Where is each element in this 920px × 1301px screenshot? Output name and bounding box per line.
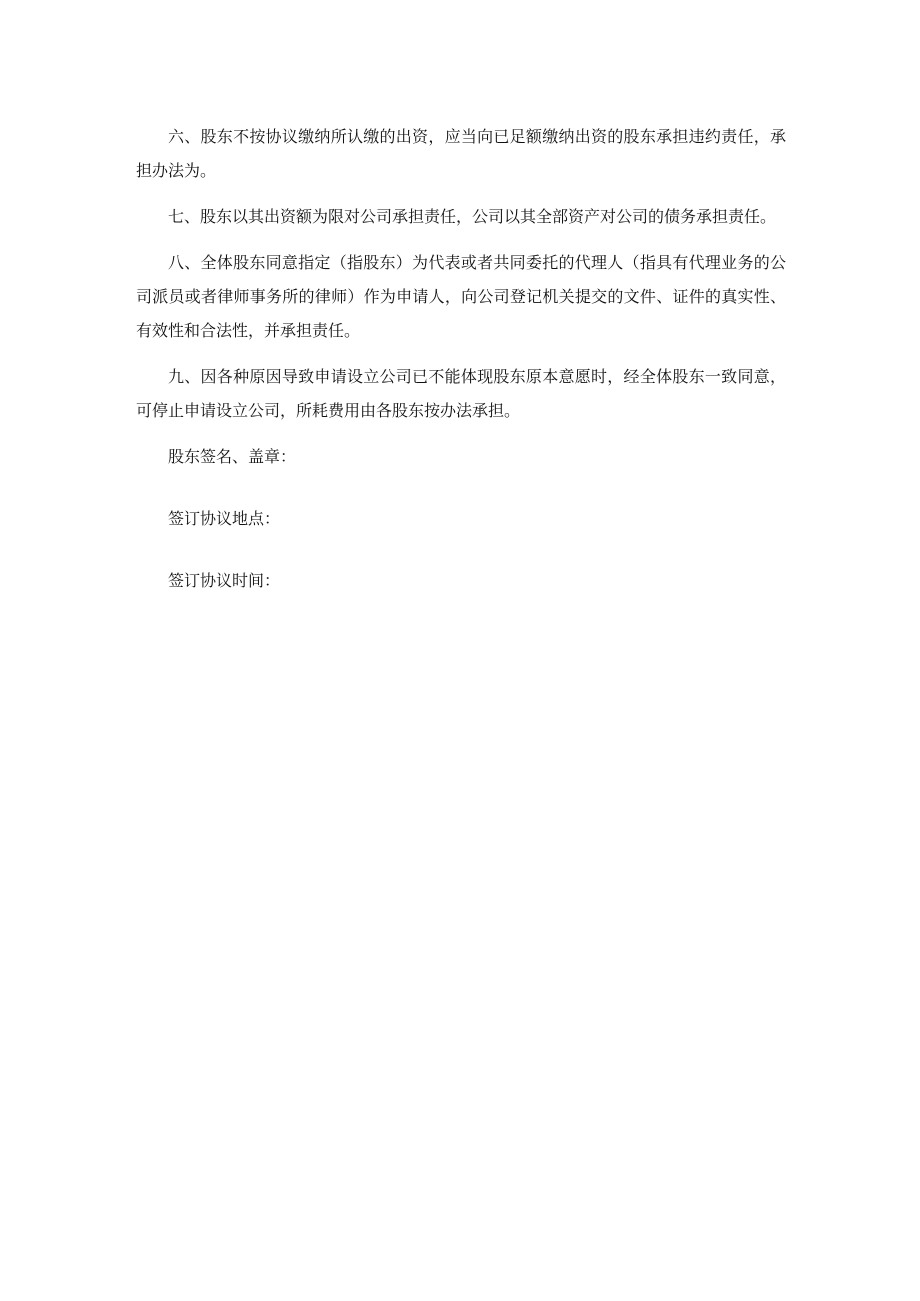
clause-six: 六、股东不按协议缴纳所认缴的出资，应当向已足额缴纳出资的股东承担违约责任，承担办法为。: [136, 127, 786, 180]
signing-place-label: 签订协议地点：: [168, 509, 281, 528]
signer-label: 股东签名、盖章：: [168, 447, 297, 466]
clause-seven: 七、股东以其出资额为限对公司承担责任，公司以其全部资产对公司的债务承担责任。: [168, 207, 777, 226]
document-body: [136, 120, 786, 626]
clause-nine: 九、因各种原因导致申请设立公司已不能体现股东原本意愿时，经全体股东一致同意，可停止申请设立公司，所耗费用由各股东按办法承担。: [136, 367, 786, 420]
signature-block: [136, 440, 786, 598]
clause-eight: 八、全体股东同意指定（指股东）为代表或者共同委托的代理人（指具有代理业务的公司派员或者律师事务所的律师）作为申请人，向公司登记机关提交的文件、证件的真实性、有效性和合法性，并承担责任。: [136, 253, 786, 340]
signing-time-label: 签订协议时间：: [168, 571, 281, 590]
